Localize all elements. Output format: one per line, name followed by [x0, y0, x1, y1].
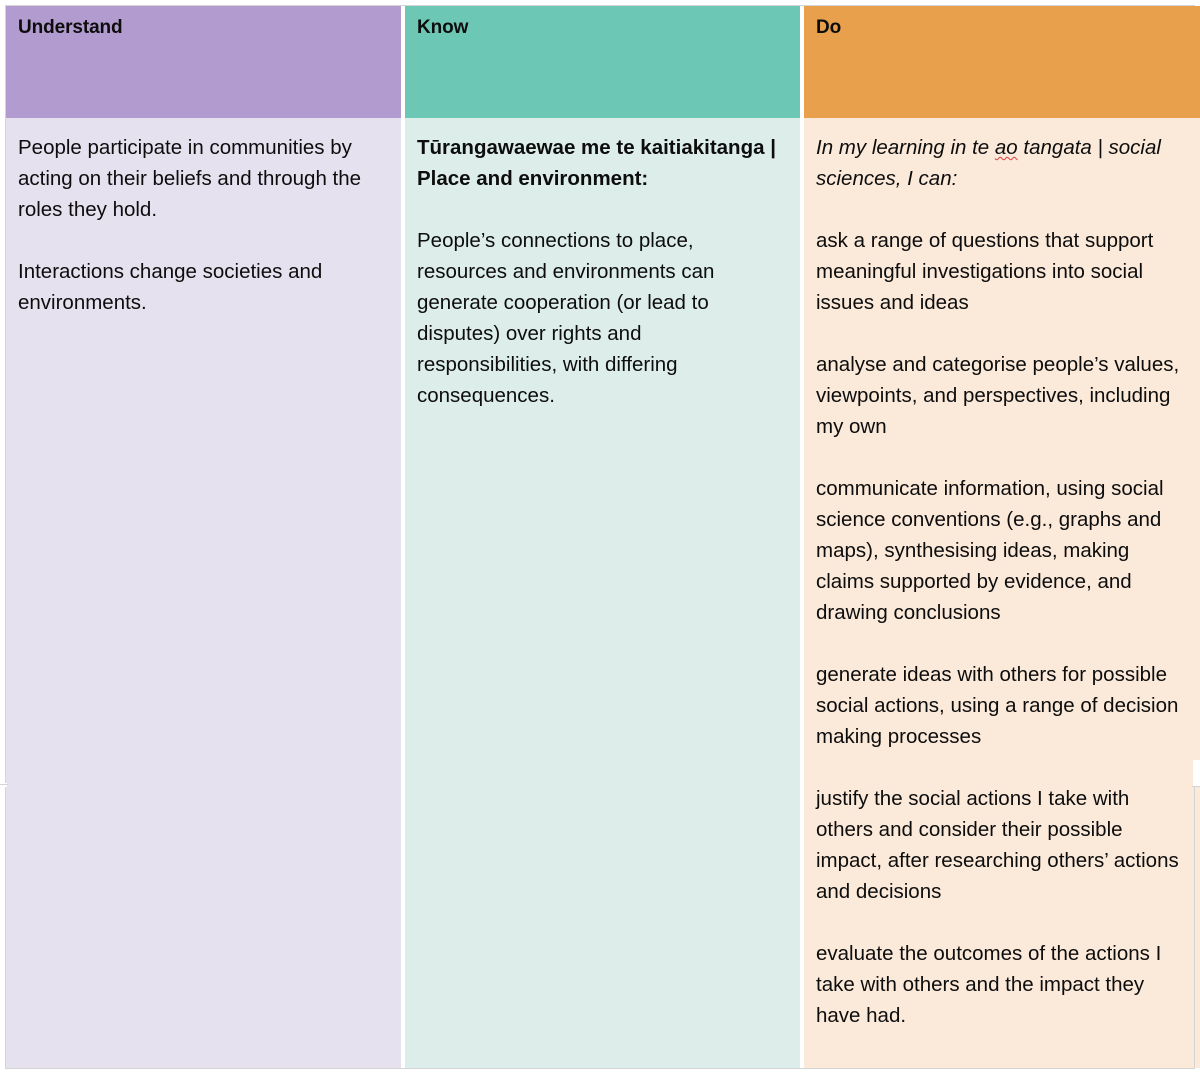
curriculum-table	[5, 5, 1195, 1069]
frame-border-right-lower	[1194, 787, 1195, 1069]
spellcheck-word: ao	[994, 136, 1018, 159]
column-body-know	[405, 118, 800, 1068]
paragraph: Interactions change societies and environments.	[18, 260, 323, 314]
paragraph: People’s connections to place, resources and environments can generate cooperation (or lead to disputes) over rights and responsibilities, with differing consequences.	[417, 229, 715, 407]
paragraph: justify the social actions I take with others and consider their possible impact, after researching others’ actions and decisions	[816, 787, 1179, 903]
intro-text-before: In my learning in te	[816, 136, 995, 159]
intro-text-after: tangata | social sciences, I can:	[816, 136, 1161, 190]
table-grid	[6, 6, 1194, 1068]
table-column-do	[804, 6, 1200, 1068]
paragraph-intro	[816, 132, 1188, 194]
paragraph: People participate in communities by acting on their beliefs and through the roles they hold.	[18, 136, 362, 221]
paragraph: analyse and categorise people’s values, viewpoints, and perspectives, including my own	[816, 353, 1180, 438]
column-header-understand: Understand	[6, 6, 401, 118]
paragraph: ask a range of questions that support meaningful investigations into social issues and ideas	[816, 229, 1154, 314]
column-header-do: Do	[804, 6, 1200, 118]
table-column-know	[405, 6, 800, 1068]
paragraph-heading: Tūrangawaewae me te kaitiakitanga | Place and environment:	[417, 136, 776, 190]
column-body-do	[804, 118, 1200, 1068]
page-break-artifact-right	[1193, 760, 1200, 786]
paragraph: evaluate the outcomes of the actions I take with others and the impact they have had.	[816, 942, 1162, 1027]
page-break-rule-left	[0, 784, 8, 785]
column-header-know: Know	[405, 6, 800, 118]
paragraph: generate ideas with others for possible social actions, using a range of decision making processes	[816, 663, 1179, 748]
column-body-understand	[6, 118, 401, 1068]
paragraph: communicate information, using social science conventions (e.g., graphs and maps), synthesising ideas, making claims supported by evidence, and drawing conclusions	[816, 477, 1164, 624]
table-column-understand	[6, 6, 401, 1068]
